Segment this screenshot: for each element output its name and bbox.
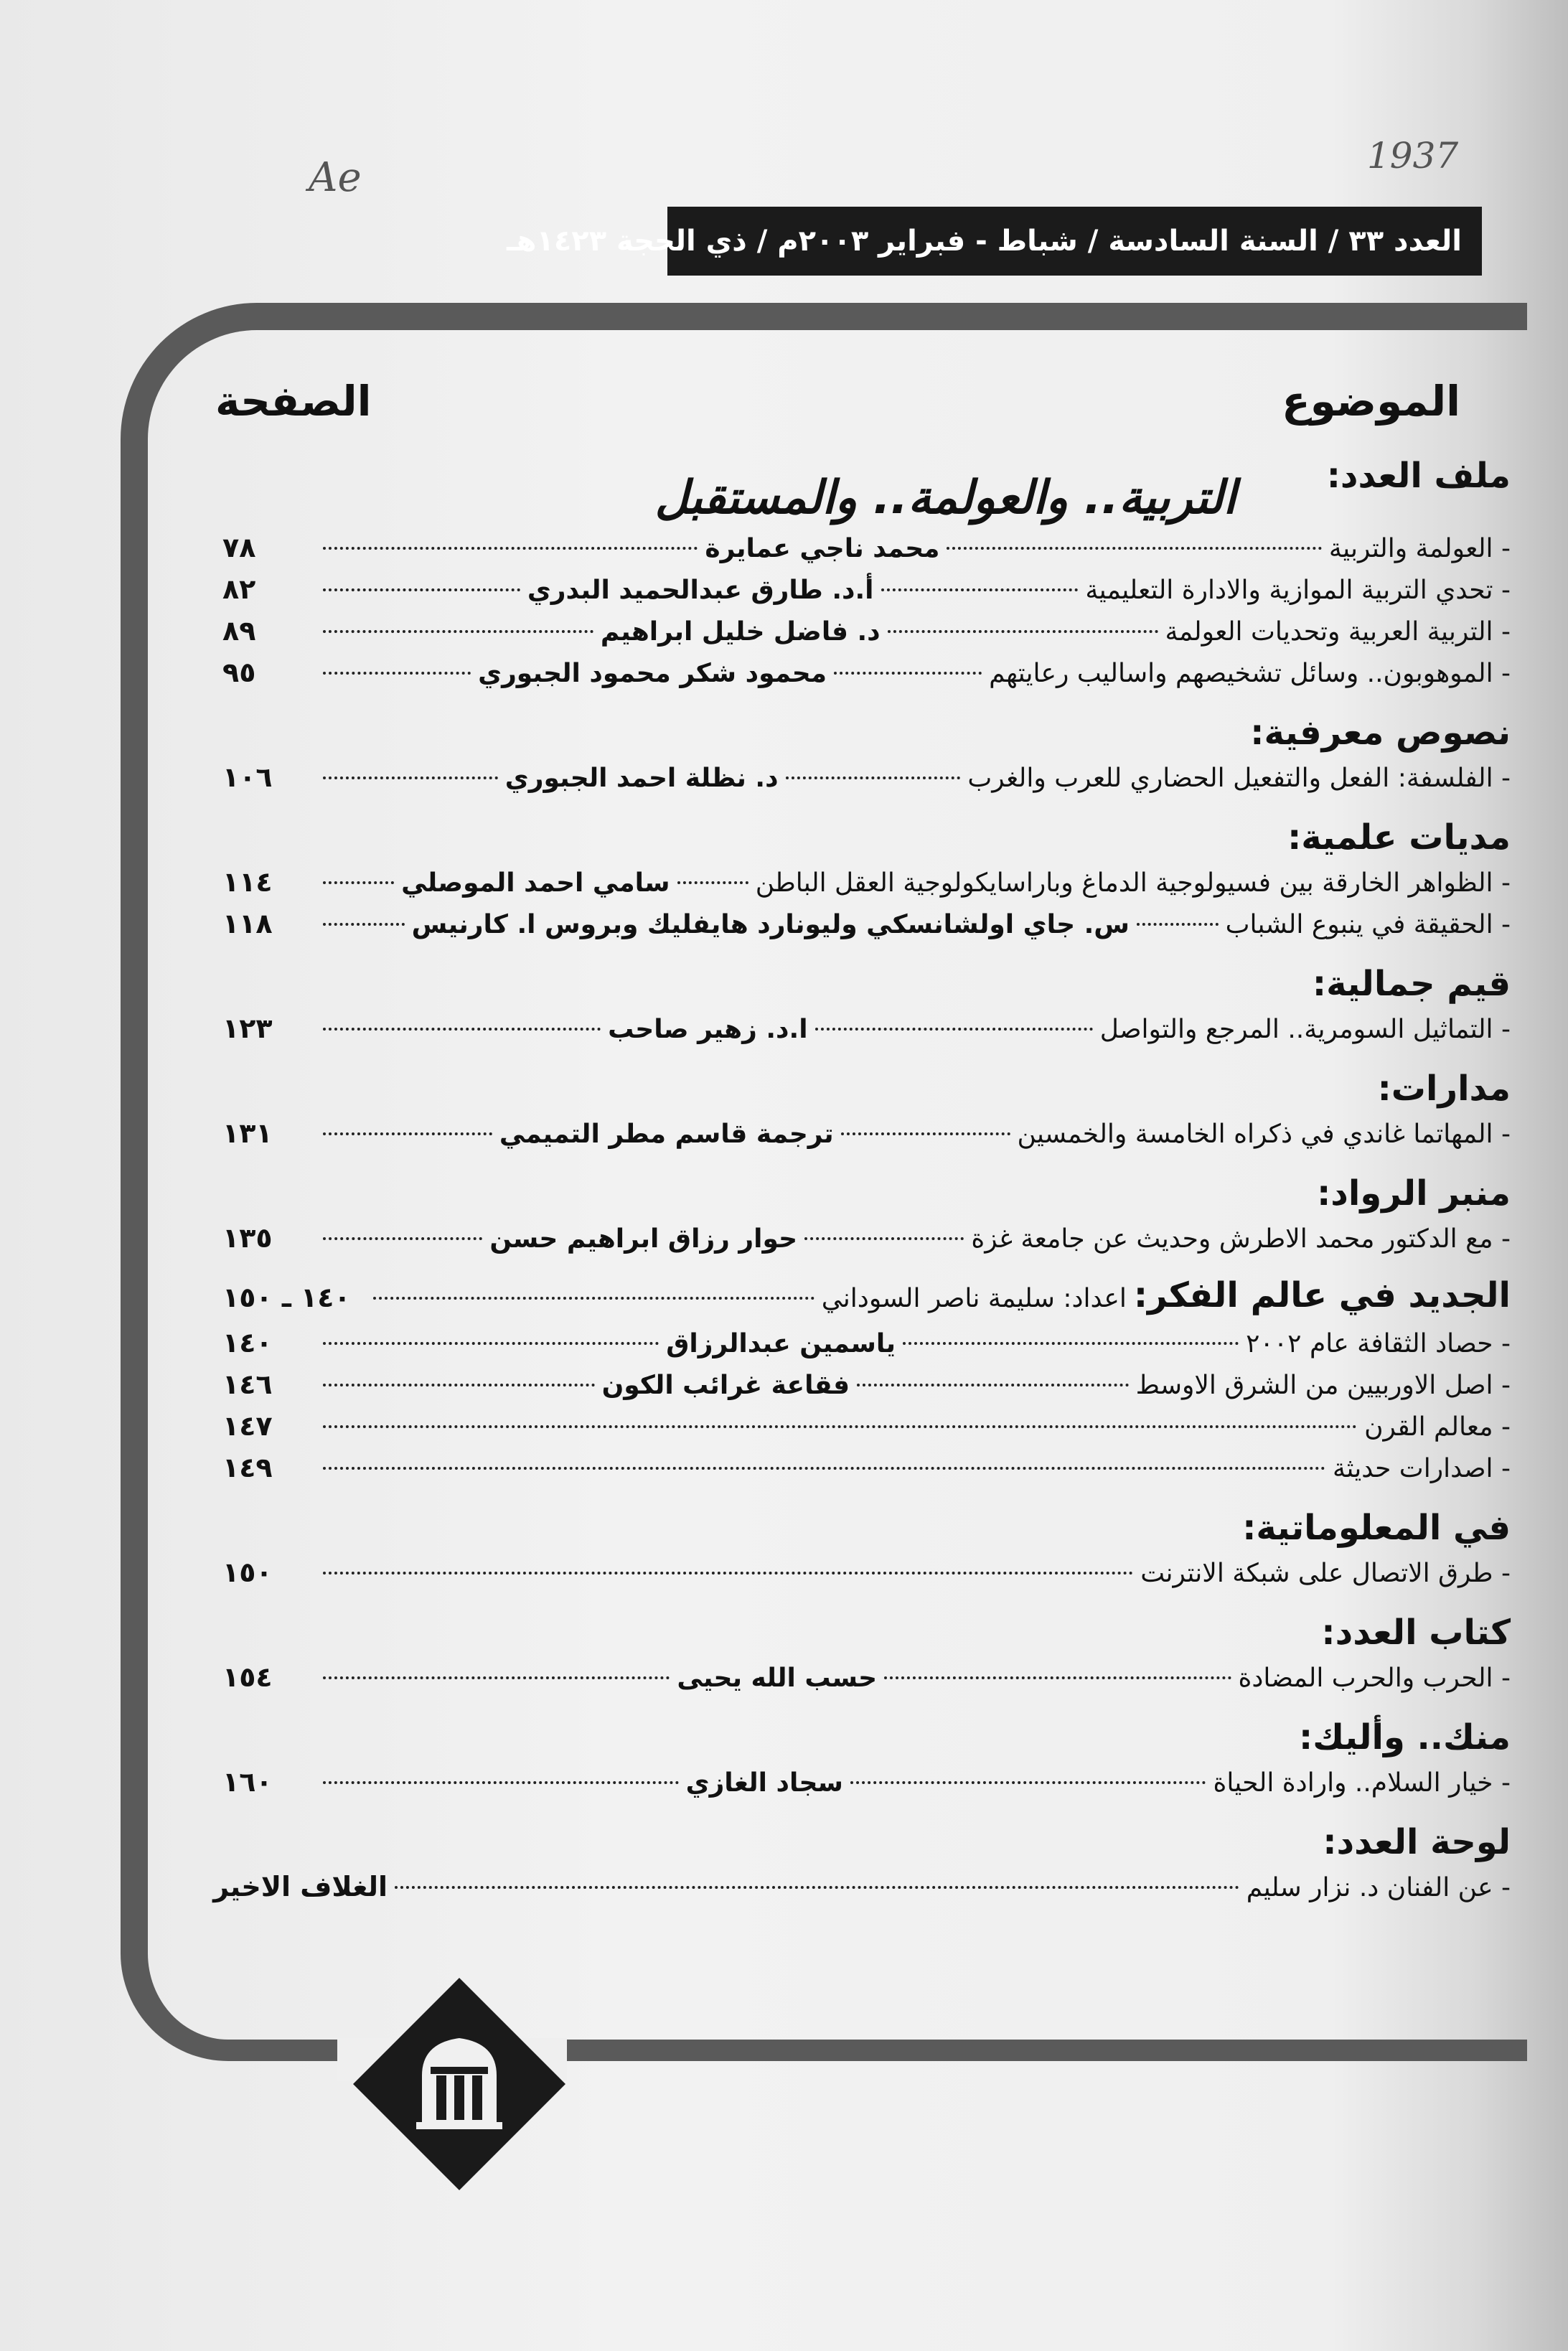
article-title: - المهاتما غاندي في ذكراه الخامسة والخمسين <box>1017 1120 1511 1149</box>
page-number: ١٠٦ <box>222 761 273 793</box>
section-title: منبر الرواد: <box>1317 1173 1511 1214</box>
toc-row[interactable] <box>222 861 1511 903</box>
page-number: الغلاف الاخير <box>213 1871 388 1902</box>
subject-column-heading: الموضوع <box>1282 377 1460 426</box>
section-orbits <box>222 1065 1511 1154</box>
page-number: ١١٨ <box>222 908 273 939</box>
article-title: - التماثيل السومرية.. المرجع والتواصل <box>1099 1015 1511 1044</box>
section-scientific-horizons <box>222 814 1511 944</box>
article-author: د. نظلة احمد الجبوري <box>504 764 779 793</box>
section-title: منك.. وأليك: <box>1299 1717 1511 1758</box>
section-title: في المعلوماتية: <box>1242 1508 1511 1548</box>
issue-line: العدد ٣٣ / السنة السادسة / شباط - فبراير ٢٠٠٣م / ذي الحجة ١٤٢٣هـ <box>507 225 1462 258</box>
page-number: ١٤٦ <box>222 1369 273 1400</box>
article-author: سجاد الغازي <box>685 1768 843 1798</box>
toc-row[interactable] <box>222 1112 1511 1154</box>
section-from-you-to-you <box>222 1714 1511 1803</box>
toc-row[interactable] <box>222 1447 1511 1488</box>
toc-row[interactable] <box>222 756 1511 798</box>
article-title: - الحرب والحرب المضادة <box>1238 1663 1511 1693</box>
section-painting-of-issue <box>213 1819 1511 1907</box>
article-author: د. فاضل خليل ابراهيم <box>600 617 881 647</box>
feature-title: التربية.. والعولمة.. والمستقبل <box>654 471 1236 525</box>
article-title: - العولمة والتربية <box>1328 534 1511 563</box>
toc-row[interactable] <box>222 652 1511 693</box>
handwritten-code: Ae <box>309 154 362 201</box>
article-author: ترجمة قاسم مطر التميمي <box>499 1120 834 1149</box>
article-author: حوار رزاق ابراهيم حسن <box>489 1224 798 1254</box>
article-title: - اصل الاوربيين من الشرق الاوسط <box>1135 1371 1511 1400</box>
toc-row[interactable] <box>222 1552 1511 1593</box>
section-informatics <box>222 1504 1511 1593</box>
page-number: ٨٩ <box>222 615 256 647</box>
article-title: - عن الفنان د. نزار سليم <box>1246 1873 1511 1902</box>
page-column-heading: الصفحة <box>215 377 372 426</box>
article-title: - مع الدكتور محمد الاطرش وحديث عن جامعة غزة <box>971 1224 1511 1254</box>
page-number: ١٦٠ <box>222 1766 273 1798</box>
section-new-in-thought <box>222 1275 1511 1488</box>
page-number: ١٥٤ <box>222 1661 273 1693</box>
article-title: - طرق الاتصال على شبكة الانترنت <box>1140 1559 1511 1588</box>
article-title: - اصدارات حديثة <box>1333 1454 1511 1483</box>
article-title: - الموهوبون.. وسائل تشخيصهم واساليب رعايتهم <box>989 659 1511 688</box>
toc-row[interactable] <box>222 1761 1511 1803</box>
article-title: - الفلسفة: الفعل والتفعيل الحضاري للعرب والغرب <box>967 764 1511 793</box>
section-editor: اعداد: سليمة ناصر السوداني <box>821 1284 1127 1313</box>
toc-row[interactable] <box>222 1217 1511 1259</box>
section-title: لوحة العدد: <box>1323 1822 1511 1862</box>
toc-row[interactable] <box>222 903 1511 944</box>
page-number: ٧٨ <box>222 532 256 563</box>
toc-row[interactable] <box>222 1008 1511 1049</box>
page-number: ١٣١ <box>222 1117 273 1149</box>
section-book-of-issue <box>222 1609 1511 1698</box>
article-title: - الظواهر الخارقة بين فسيولوجية الدماغ وباراسايكولوجية العقل الباطن <box>755 868 1511 898</box>
article-author: فقاعة غرائب الكون <box>601 1371 850 1400</box>
article-title: - الحقيقة في ينبوع الشباب <box>1225 910 1511 939</box>
section-pioneers-platform <box>222 1170 1511 1259</box>
article-title: - معالم القرن <box>1364 1412 1511 1442</box>
article-author: محمد ناجي عمايرة <box>705 534 940 563</box>
toc-row[interactable] <box>213 1866 1511 1907</box>
article-author: سامي احمد الموصلي <box>401 868 670 898</box>
section-title: قيم جمالية: <box>1312 964 1511 1004</box>
section-title: الجديد في عالم الفكر: <box>1133 1275 1511 1315</box>
article-title: - التربية العربية وتحديات العولمة <box>1165 617 1511 647</box>
page-number: ١٤٩ <box>222 1452 273 1483</box>
article-author: س. جاي اولشانسكي وليونارد هايفليك وبروس ا. كارنيس <box>411 910 1130 939</box>
section-knowledge-texts <box>222 709 1511 798</box>
toc-row[interactable] <box>222 1656 1511 1698</box>
toc-row[interactable] <box>222 610 1511 652</box>
table-of-contents <box>213 452 1511 1923</box>
section-aesthetic-values <box>222 960 1511 1049</box>
toc-row[interactable] <box>222 568 1511 610</box>
section-title: ملف العدد: <box>1326 456 1511 496</box>
page-number: ٨٢ <box>222 573 256 605</box>
article-title: - حصاد الثقافة عام ٢٠٠٢ <box>1246 1329 1511 1358</box>
section-title: كتاب العدد: <box>1321 1613 1511 1653</box>
toc-row[interactable] <box>222 1364 1511 1405</box>
issue-header-bar <box>507 207 1482 276</box>
page-number: ١٢٣ <box>222 1013 273 1044</box>
page-range: ١٤٠ ـ ١٥٠ <box>222 1282 351 1313</box>
section-title: مديات علمية: <box>1287 817 1511 858</box>
magazine-logo-icon <box>350 1975 568 2193</box>
article-title: - خيار السلام.. وارادة الحياة <box>1213 1768 1511 1798</box>
article-author: ياسمين عبدالرزاق <box>666 1329 896 1358</box>
section-title: مدارات: <box>1377 1069 1511 1109</box>
article-author: ا.د. زهير صاحب <box>608 1015 808 1044</box>
toc-row[interactable] <box>222 1275 1511 1322</box>
page-number: ١٣٥ <box>222 1222 273 1254</box>
section-title: نصوص معرفية: <box>1250 713 1511 753</box>
page-number: ١٤٠ <box>222 1327 273 1358</box>
article-title: - تحدي التربية الموازية والادارة التعليمية <box>1085 576 1511 605</box>
toc-row[interactable] <box>222 527 1511 568</box>
toc-row[interactable] <box>222 1322 1511 1364</box>
page-number: ١٤٧ <box>222 1410 273 1442</box>
article-author: أ.د. طارق عبدالحميد البدري <box>527 576 874 605</box>
page-number: ١١٤ <box>222 866 273 898</box>
handwritten-number: 1937 <box>1367 135 1459 177</box>
article-author: محمود شكر محمود الجبوري <box>478 659 827 688</box>
page-number: ١٥٠ <box>222 1557 273 1588</box>
toc-row[interactable] <box>222 1405 1511 1447</box>
section-issue-file <box>222 452 1511 693</box>
page-number: ٩٥ <box>222 657 256 688</box>
article-author: حسب الله يحيى <box>677 1663 878 1693</box>
